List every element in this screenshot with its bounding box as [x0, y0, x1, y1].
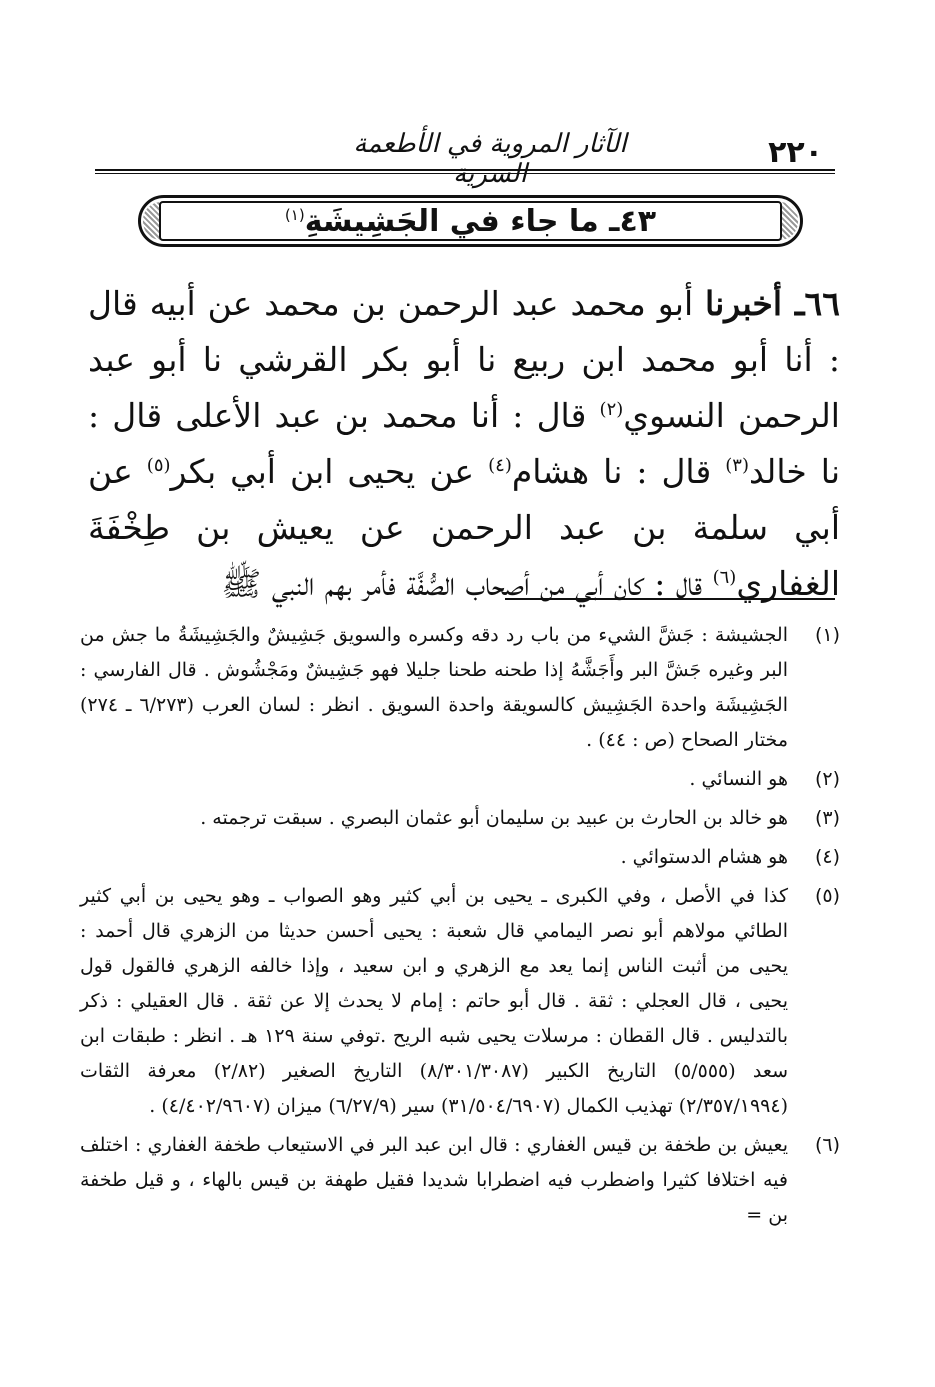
footnote-ref-2: (٢) — [599, 399, 624, 420]
footnote-text: كذا في الأصل ، وفي الكبرى ـ يحيى بن أبي كثير وهو الصواب ـ وهو يحيى بن أبي كثير الطائي مولاهم أبو نصر اليمامي قال شعبة : يحيى أحسن حديثا من الزهري قال أحمد : يحيى من أثبت الناس إنما يعد مع الزهري و ابن سعيد ، وإذا خالفه الزهري فالقول قول يحيى ، قال العجلي : ثقة . قال أبو حاتم : إمام لا يحدث إلا عن ثقة . قال العقيلي : ذكر بالتدليس . قال القطان : مرسلات يحيى شبه الريح .توفي سنة ١٢٩ هـ . انظر : طبقات ابن سعد (٥/٥٥٥) التاريخ الكبير (٨/٣٠١/٣٠٨٧) التاريخ الصغير (٢/٨٢) معرفة الثقات (٢/٣٥٧/١٩٩٤) تهذيب الكمال (٣١/٥٠٤/٦٩٠٧) سير (٦/٢٧/٩) ميزان (٤/٤٠٢/٩٦٠٧) . — [80, 885, 788, 1117]
footnote-text: هو هشام الدستوائي . — [620, 846, 788, 868]
footnote-number: (٢) — [814, 768, 840, 790]
footnotes — [80, 618, 840, 1237]
running-title: الآثار المروية في الأطعمة السرية — [353, 129, 627, 189]
footnote-separator — [505, 598, 835, 600]
header-rule — [95, 169, 835, 171]
footnote-number: (١) — [814, 624, 840, 646]
footnote-2 — [80, 762, 840, 797]
footnote-ref-6: (٦) — [712, 567, 737, 588]
hadith-part-1: أبو محمد عبد الرحمن بن محمد عن أبيه قال : أنا أبو محمد ابن ربيع نا أبو بكر القرشي نا أبو عبد الرحمن النسوي — [88, 284, 840, 435]
footnote-ref-4: (٤) — [488, 455, 512, 476]
chapter-title-text: ٤٣ـ ما جاء في الجَشِيشَةِ — [304, 204, 657, 239]
footnote-text: الجشيشة : جَشَّ الشيء من باب رد دقه وكسره والسويق جَشِيشٌ والجَشِيشَةُ ما جش من البر وغيره جَشَّ البر وأَجَشَّهُ إذا طحنه طحنا جليلا فهو جَشِيشٌ ومَجْشُوش . قال الفارسي : الجَشِيشَة واحدة الجَشِيش كالسويقة واحدة السويق . انظر : لسان العرب (٦/٢٧٣ ـ ٢٧٤) مختار الصحاح (ص : ٤٤) . — [80, 624, 788, 751]
hadith-part-5: عن أبي سلمة بن عبد الرحمن عن يعيش بن طِخْفَةَ الغفاري — [88, 452, 840, 603]
hadith-part-3: قال : نا هشام — [511, 452, 726, 491]
footnote-1 — [80, 618, 840, 758]
footnote-ref-3: (٣) — [725, 455, 749, 476]
footnote-6 — [80, 1128, 840, 1233]
footnote-text: هو النسائي . — [689, 768, 788, 790]
footnote-number: (٦) — [814, 1134, 840, 1156]
chapter-title — [141, 204, 800, 239]
footnote-number: (٥) — [814, 885, 840, 907]
footnote-number: (٣) — [814, 807, 840, 829]
page-header — [95, 125, 835, 189]
hadith-text — [88, 276, 840, 612]
footnote-ref-5: (٥) — [146, 455, 171, 476]
header-rule-thin — [95, 173, 835, 174]
chapter-heading-frame — [138, 195, 803, 247]
hadith-part-6: قال : كان أبي من أصحاب الصُّفَّة فأمر بهم النبي ﷺ — [221, 564, 713, 603]
footnote-5 — [80, 879, 840, 1124]
chapter-footnote-ref: (١) — [284, 206, 305, 224]
hadith-lead: ٦٦ـ أخبرنا — [705, 284, 840, 323]
page-number: ٢٢٠ — [768, 135, 823, 170]
footnote-text: يعيش بن طخفة بن قيس الغفاري : قال ابن عبد البر في الاستيعاب طخفة الغفاري : اختلف فيه اختلافا كثيرا واضطرب فيه اضطرابا شديدا فقيل طهفة بن قيس بالهاء ، و قيل طخفة بن = — [80, 1134, 788, 1226]
footnote-text: هو خالد بن الحارث بن عبيد بن سليمان أبو عثمان البصري . سبقت ترجمته . — [200, 807, 788, 829]
hadith-part-4: عن يحيى ابن أبي بكر — [170, 452, 489, 491]
footnote-3 — [80, 801, 840, 836]
footnote-number: (٤) — [814, 846, 840, 868]
footnote-4 — [80, 840, 840, 875]
hadith-part-2: قال : أنا محمد بن عبد الأعلى قال : نا خالد — [88, 396, 841, 491]
